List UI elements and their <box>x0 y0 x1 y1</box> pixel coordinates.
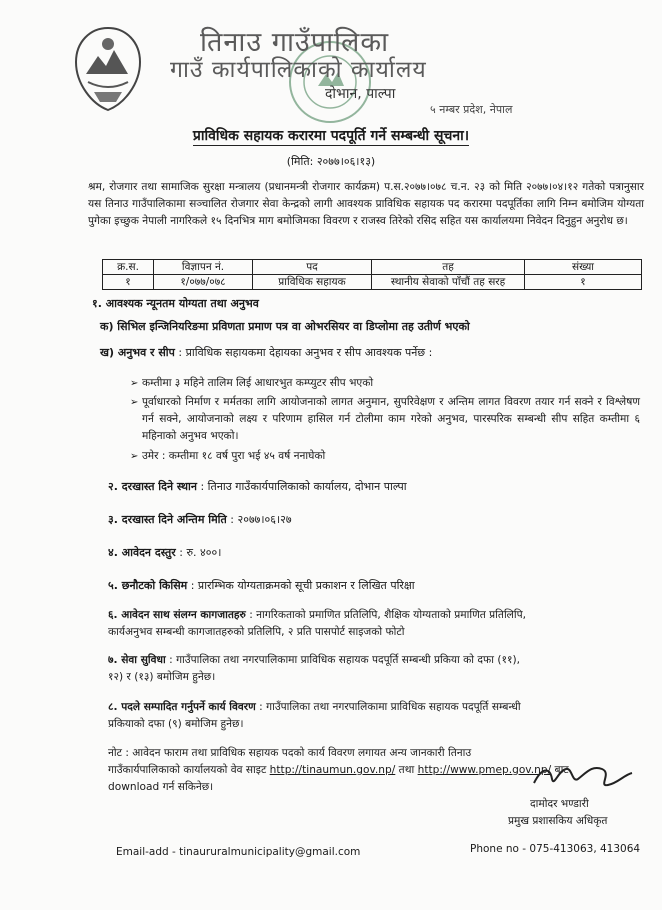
notice-date: (मिति: २०७७।०६।१३) <box>286 155 376 168</box>
table-cell: १ <box>525 275 642 290</box>
section-1-kha <box>100 345 432 360</box>
section-8: ८. पदले सम्पादित गर्नुपर्ने कार्य विवरण : गाउँपालिका तथा नगरपालिकामा प्राविधिक सहायक पदपूर्ति सम्बन्धी प्रकियाको दफा (९) बमोजिम हुनेछ। <box>108 701 521 730</box>
signature-mark <box>528 757 638 797</box>
table-header: संख्या <box>525 260 642 275</box>
table-header: विज्ञापन नं. <box>154 260 253 275</box>
signatory-name: दामोदर भण्डारी <box>530 798 589 810</box>
note-block: नोट : आवेदन फाराम तथा प्राविधिक सहायक पदको कार्य विवरण लगायत अन्य जानकारी तिनाउ गाउँकार्यपालिकाको कार्यालयको वेव साइट http://tinaumun.gov.np/ तथा http://www.pmep.gov.np/ बाट download गर्न सकिनेछ। <box>108 747 569 793</box>
section-1-kha-text: : प्राविधिक सहायकमा देहायका अनुभव र सीप आवश्यक पर्नेछ : <box>178 346 433 359</box>
section-5: ५. छनौटको किसिम : प्रारम्भिक योग्यताक्रमको सूची प्रकाशन र लिखित परिक्षा <box>108 579 415 592</box>
section-1-kha-label: ख) अनुभव र सीप <box>100 346 175 359</box>
section-3: ३. दरखास्त दिने अन्तिम मिति : २०७७।०६।२७ <box>108 513 292 526</box>
table-cell: प्राविधिक सहायक <box>253 275 372 290</box>
section-2: २. दरखास्त दिने स्थान : तिनाउ गाउँकार्यपालिकाको कार्यालय, दोभान पाल्पा <box>108 480 407 493</box>
emblem-icon <box>68 22 148 116</box>
list-item: ➢ पूर्वाधारको निर्माण र मर्मतका लागि आयोजनाको लागत अनुमान, सुपरिवेक्षण र अन्तिम लागत विवरण तयार गर्न सक्ने र विश्लेषण गर्न सक्ने, आयोजनाको लक्ष्य र परिणाम हासिल गर्न टोलीमा काम गरेको अनुभव, पारस्परिक सम्बन्धी सीप सहित कम्तीमा ६ महिनाको अनुभव भएको। <box>130 394 640 445</box>
office-name: तिनाउ गाउँपालिका <box>200 27 390 58</box>
section-1-ka: क) सिभिल इन्जिनियरिङमा प्रविणता प्रमाण पत्र वा ओभरसियर वा डिप्लोमा तह उतीर्ण भएको <box>100 320 470 333</box>
signatory-designation: प्रमुख प्रशासकिय अधिकृत <box>508 815 608 827</box>
intro-paragraph: श्रम, रोजगार तथा सामाजिक सुरक्षा मन्त्रालय (प्रधानमन्त्री रोजगार कार्यक्रम) प.स.२०७७।०७८ च.न. २३ को मिति २०७७।०४।१२ गतेको पत्रानुसार यस तिनाउ गाउँपालिकामा सञ्चालित रोजगार सेवा केन्द्रको लागी आवश्यक प्राविधिक सहायक पद करारमा पदपूर्तिका लागि निम्न बमोजिम योग्यता पुगेका इच्छुक नेपाली नागरिकले १५ दिनभित्र माग बमोजिमका विवरण र राजस्व तिरेको रसिद सहित यस कार्यालयमा निवेदन दिनुहुन अनुरोध छ। <box>88 181 644 227</box>
table-cell: १/०७७/०७८ <box>154 275 253 290</box>
office-subtitle: गाउँ कार्यपालिकाको कार्यालय <box>170 57 427 83</box>
table-header: क्र.स. <box>103 260 154 275</box>
table-cell: १ <box>103 275 154 290</box>
arrow-bullet-icon: ➢ <box>130 378 139 389</box>
section-1-title: १. आवश्यक न्यूनतम योग्यता तथा अनुभव <box>92 297 259 310</box>
tinaumun-link[interactable]: http://tinaumun.gov.np/ <box>269 764 396 776</box>
table-header: पद <box>253 260 372 275</box>
footer-phone: Phone no - 075-413063, 413064 <box>470 843 641 855</box>
office-province: ५ नम्बर प्रदेश, नेपाल <box>430 103 513 116</box>
arrow-bullet-icon: ➢ <box>130 397 139 408</box>
pmep-link[interactable]: http://www.pmep.gov.np/ <box>417 764 552 776</box>
footer-email: Email-add - tinaururalmunicipality@gmail.com <box>116 846 361 858</box>
notice-title: प्राविधिक सहायक करारमा पदपूर्ति गर्ने सम्बन्धी सूचना। <box>192 128 470 144</box>
section-6: ६. आवेदन साथ संलग्न कागजातहरु : नागरिकताको प्रमाणित प्रतिलिपि, शैक्षिक योग्यताको प्रमाणित प्रतिलिपि, कार्यअनुभव सम्बन्धी कागजातहरुको प्रतिलिपि, २ प्रति पासपोर्ट साइजको फोटो <box>108 609 526 638</box>
list-item: ➢ कम्तीमा ३ महिने तालिम लिई आधारभुत कम्प्युटर सीप भएको <box>130 375 640 392</box>
office-location: दोभान, पाल्पा <box>325 86 396 102</box>
table-row <box>103 275 642 290</box>
list-item: ➢ उमेर : कम्तीमा १८ वर्ष पुरा भई ४५ वर्ष ननाघेको <box>130 448 640 465</box>
table-cell: स्थानीय सेवाको पाँचौं तह सरह <box>372 275 525 290</box>
arrow-bullet-icon: ➢ <box>130 451 139 462</box>
table-header: तह <box>372 260 525 275</box>
table-header-row <box>103 260 642 275</box>
post-table <box>102 259 642 290</box>
section-7: ७. सेवा सुविधा : गाउँपालिका तथा नगरपालिकामा प्राविधिक सहायक पदपूर्ति सम्बन्धी प्रकिया को दफा (११), १२) र (१३) बमोजिम हुनेछ। <box>108 654 520 683</box>
section-4: ४. आवेदन दस्तुर : रु. ४००। <box>108 546 222 559</box>
